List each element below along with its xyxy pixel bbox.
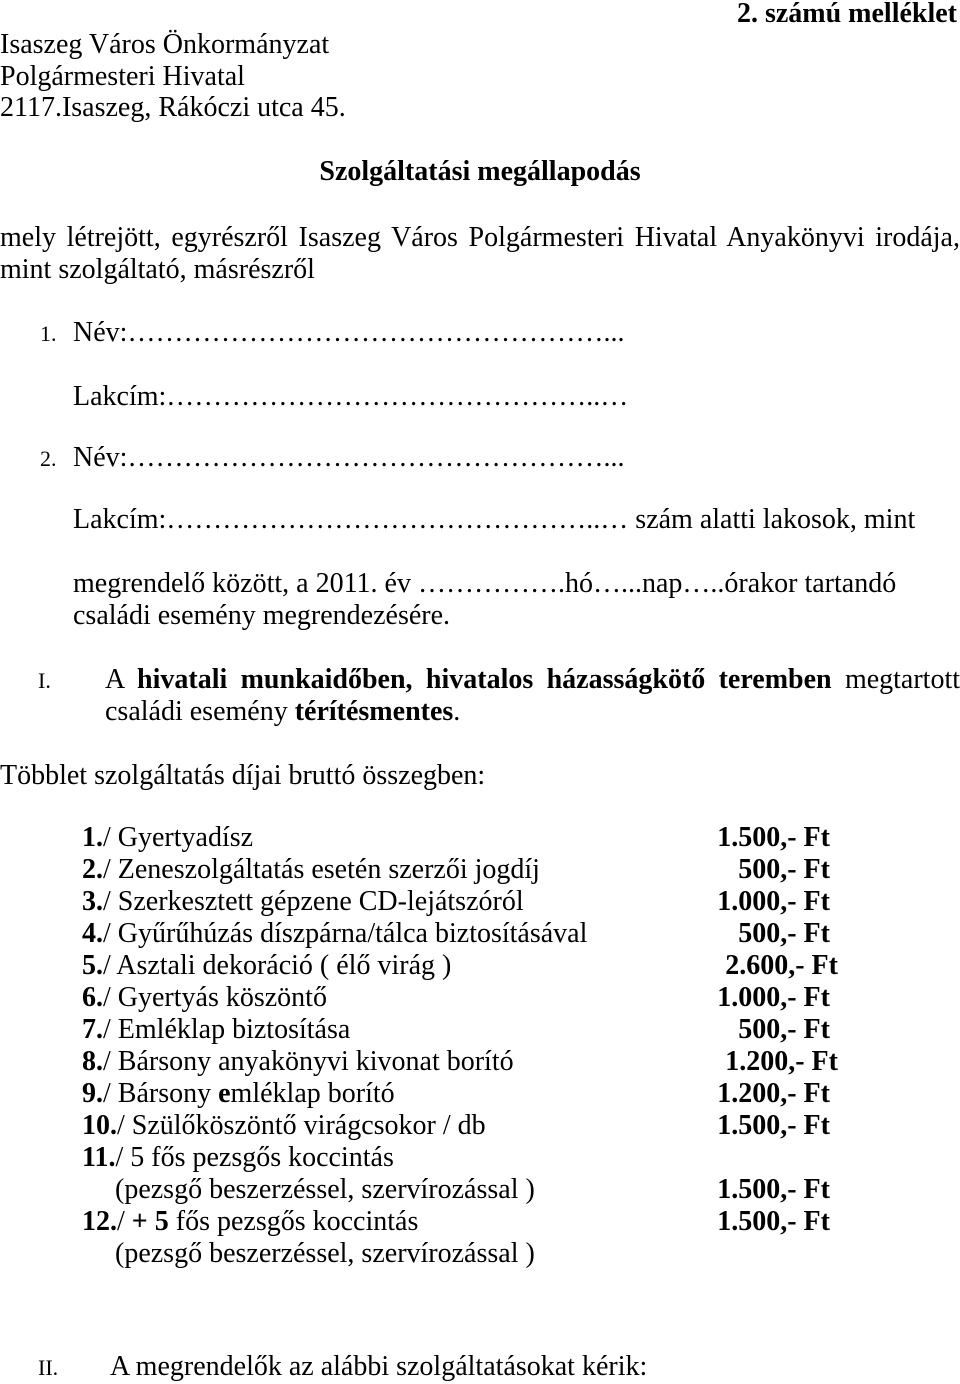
fee-label: / 5 fős pezsgős koccintás xyxy=(115,1142,394,1173)
fee-label: / Zeneszolgáltatás esetén szerzői jogdíj xyxy=(103,854,540,885)
section-2-text: A megrendelők az alábbi szolgáltatásokat kérik: xyxy=(110,1351,648,1382)
fee-label-rest: mléklap borító xyxy=(230,1078,395,1109)
fee-number: 1. xyxy=(82,822,103,853)
section-1-numeral xyxy=(38,664,51,696)
document-title: Szolgáltatási megállapodás xyxy=(319,156,641,187)
fee-label: / Szülőköszöntő virágcsokor / db xyxy=(117,1110,486,1141)
fee-row xyxy=(82,1046,838,1078)
section-1-line2-emphasis: térítésmentes xyxy=(294,696,454,727)
address-suffix: szám alatti lakosok, mint xyxy=(635,504,916,535)
section-numeral: II. xyxy=(38,1355,59,1380)
fee-number: 9. xyxy=(82,1078,103,1109)
fee-price: 500,- Ft xyxy=(738,854,830,885)
issuer-name: Isaszeg Város Önkormányzat xyxy=(0,29,330,60)
fee-row xyxy=(82,1142,830,1174)
fee-note: (pezsgő beszerzéssel, szervírozással ) xyxy=(115,1174,535,1205)
fee-number: 3. xyxy=(82,886,103,917)
address-blank: ………………………………………..… xyxy=(166,504,629,535)
fee-number: 8. xyxy=(82,1046,103,1077)
fee-price: 2.600,- Ft xyxy=(725,950,838,981)
annex-label: 2. számú melléklet xyxy=(736,0,957,29)
fee-row xyxy=(82,950,838,982)
section-1-line-2 xyxy=(105,696,460,728)
section-1-line-1 xyxy=(105,664,960,696)
intro-line-2: mint szolgáltató, másrészről xyxy=(0,254,315,285)
fee-price: 1.000,- Ft xyxy=(717,982,830,1013)
fee-price: 1.500,- Ft xyxy=(717,1110,830,1141)
fee-label: / Bársony anyakönyvi kivonat borító xyxy=(103,1046,514,1077)
fee-row xyxy=(82,1206,830,1238)
name-label: Név: xyxy=(73,317,128,348)
fee-label: / Gyűrűhúzás díszpárna/tálca biztosításával xyxy=(103,918,588,949)
order-line-2: családi esemény megrendezésére. xyxy=(73,600,451,631)
fee-label: / Gyertyadísz xyxy=(103,822,254,853)
name-blank: ……………………………………………... xyxy=(127,442,625,473)
fee-row xyxy=(82,886,830,918)
fee-label-emphasis: e xyxy=(218,1078,231,1109)
fee-number: 2. xyxy=(82,854,103,885)
party-number: 1. xyxy=(40,321,57,346)
party-number: 2. xyxy=(40,446,57,471)
fee-number: 10. xyxy=(82,1110,117,1141)
fee-price: 1.500,- Ft xyxy=(717,1206,830,1237)
fee-number: 12. xyxy=(82,1206,117,1237)
section-1-line2-text: családi esemény xyxy=(105,696,288,727)
fee-label: / xyxy=(117,1206,132,1237)
fee-price: 500,- Ft xyxy=(738,1014,830,1045)
section-numeral: I. xyxy=(38,668,51,693)
extras-heading: Többlet szolgáltatás díjai bruttó összegben: xyxy=(0,760,486,791)
party-1-address-line xyxy=(73,381,628,413)
fee-price: 1.500,- Ft xyxy=(717,822,830,853)
section-1-emphasis: hivatali munkaidőben, hivatalos házasságkötő teremben xyxy=(137,664,832,695)
fee-label: / Emléklap biztosítása xyxy=(103,1014,351,1045)
fee-row xyxy=(82,854,830,886)
fee-label-emphasis: + 5 xyxy=(131,1206,169,1237)
party-1-name-line xyxy=(40,317,624,349)
address-label: Lakcím: xyxy=(73,504,167,535)
party-2-name-line xyxy=(40,442,624,474)
fee-row xyxy=(82,1078,830,1110)
issuer-office: Polgármesteri Hivatal xyxy=(0,61,245,92)
fee-number: 11. xyxy=(82,1142,116,1173)
issuer-address: 2117.Isaszeg, Rákóczi utca 45. xyxy=(0,92,346,123)
fee-row xyxy=(82,822,830,854)
intro-line-1: mely létrejött, egyrészről Isaszeg Város Polgármesteri Hivatal Anyakönyvi irodája, xyxy=(0,222,960,253)
section-1-lead: A xyxy=(105,664,124,695)
fee-label: / Szerkesztett gépzene CD-lejátszóról xyxy=(103,886,524,917)
fee-number: 6. xyxy=(82,982,103,1013)
fee-number: 4. xyxy=(82,918,103,949)
fee-row xyxy=(82,1014,830,1046)
fee-row xyxy=(82,1110,830,1142)
fee-row-note xyxy=(115,1174,830,1206)
section-1-tail: megtartott xyxy=(844,664,960,695)
fee-label: / Asztali dekoráció ( élő virág ) xyxy=(103,950,452,981)
section-2-line xyxy=(38,1351,647,1383)
fee-row xyxy=(82,918,830,950)
fee-price: 1.200,- Ft xyxy=(717,1078,830,1109)
fee-number: 7. xyxy=(82,1014,103,1045)
fee-price: 500,- Ft xyxy=(738,918,830,949)
section-1-line2-end: . xyxy=(453,696,461,727)
fee-label-rest: fős pezsgős koccintás xyxy=(168,1206,419,1237)
name-label: Név: xyxy=(73,442,128,473)
fee-row-note xyxy=(115,1238,830,1270)
fee-number: 5. xyxy=(82,950,103,981)
address-label: Lakcím: xyxy=(73,381,167,412)
fee-price: 1.500,- Ft xyxy=(717,1174,830,1205)
order-line-1: megrendelő között, a 2011. év …………….hó…...nap…..órakor tartandó xyxy=(73,568,897,599)
fee-label: / Gyertyás köszöntő xyxy=(103,982,327,1013)
name-blank: ……………………………………………... xyxy=(127,317,625,348)
fee-price: 1.000,- Ft xyxy=(717,886,830,917)
fee-label: / Bársony xyxy=(103,1078,219,1109)
fee-note: (pezsgő beszerzéssel, szervírozással ) xyxy=(115,1238,535,1269)
party-2-address-line xyxy=(73,504,915,536)
fee-price: 1.200,- Ft xyxy=(725,1046,838,1077)
fee-row xyxy=(82,982,830,1014)
address-blank: ………………………………………..… xyxy=(166,381,629,412)
